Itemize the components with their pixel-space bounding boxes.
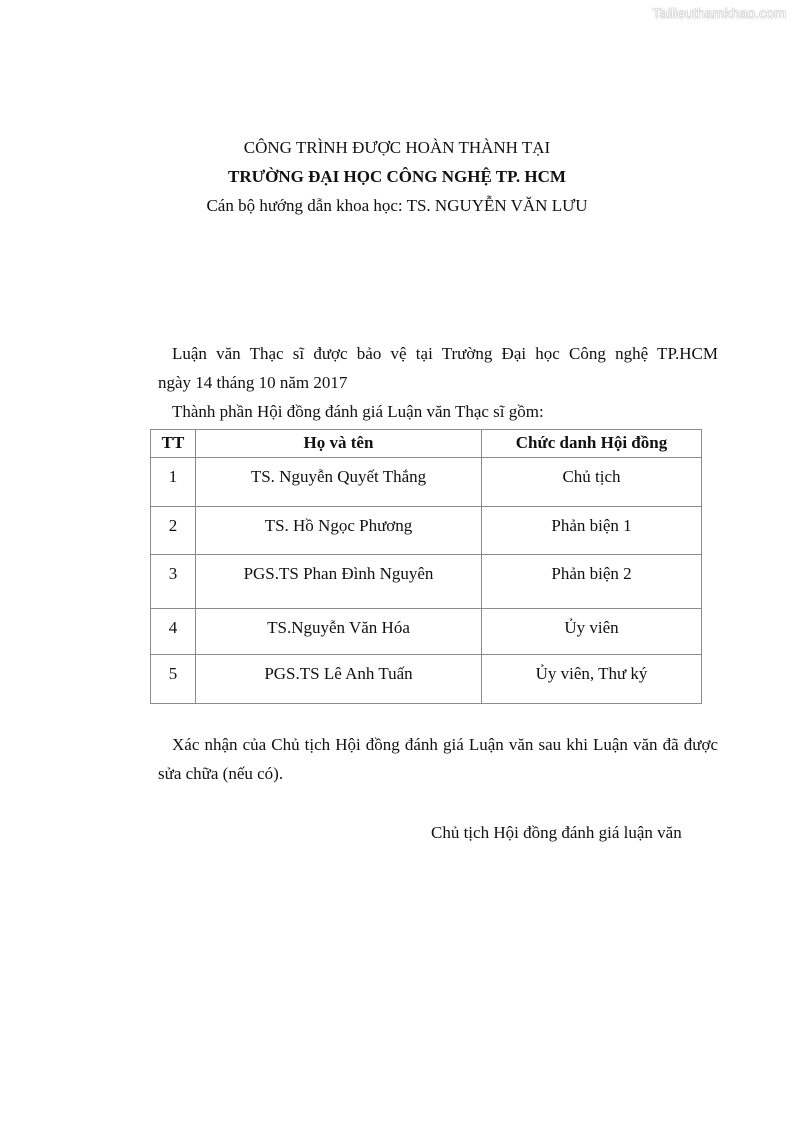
cell-tt: 3 (151, 555, 196, 609)
cell-name: TS. Hồ Ngọc Phương (196, 507, 482, 555)
council-intro-paragraph (158, 397, 718, 426)
defense-line-1: Luận văn Thạc sĩ được bảo vệ tại Trường Đại học Công nghệ TP.HCM (172, 344, 718, 363)
table-row (151, 458, 702, 507)
university-name: TRƯỜNG ĐẠI HỌC CÔNG NGHỆ TP. HCM (228, 167, 566, 186)
cell-role: Phản biện 2 (482, 555, 702, 609)
cell-role: Chủ tịch (482, 458, 702, 507)
supervisor-line: Cán bộ hướng dẫn khoa học: TS. NGUYỄN VĂN LƯU (206, 196, 588, 215)
table-row (151, 507, 702, 555)
document-header (0, 133, 794, 220)
defense-date: ngày 14 tháng 10 năm 2017 (158, 373, 348, 392)
cell-role: Ủy viên, Thư ký (482, 655, 702, 704)
signature-title: Chủ tịch Hội đồng đánh giá luận văn (431, 823, 682, 842)
council-intro: Thành phần Hội đồng đánh giá Luận văn Thạc sĩ gồm: (172, 402, 544, 421)
table-header-row (151, 430, 702, 458)
cell-name: PGS.TS Lê Anh Tuấn (196, 655, 482, 704)
cell-name: TS. Nguyễn Quyết Thắng (196, 458, 482, 507)
column-header-role: Chức danh Hội đồng (482, 430, 702, 458)
cell-tt: 2 (151, 507, 196, 555)
cell-tt: 1 (151, 458, 196, 507)
confirmation-line-1: Xác nhận của Chủ tịch Hội đồng đánh giá Luận văn sau khi Luận văn đã được (172, 735, 718, 754)
column-header-name: Họ và tên (196, 430, 482, 458)
confirmation-line-2: sửa chữa (nếu có). (158, 764, 284, 783)
defense-paragraph (158, 339, 718, 397)
cell-name: TS.Nguyễn Văn Hóa (196, 609, 482, 655)
column-header-tt: TT (151, 430, 196, 458)
watermark: Tailieuthamkhao.com (652, 5, 786, 21)
cell-role: Phản biện 1 (482, 507, 702, 555)
completion-statement: CÔNG TRÌNH ĐƯỢC HOÀN THÀNH TẠI (243, 138, 551, 157)
cell-role: Ủy viên (482, 609, 702, 655)
table-row (151, 609, 702, 655)
confirmation-paragraph (158, 730, 718, 788)
table-row (151, 555, 702, 609)
cell-name: PGS.TS Phan Đình Nguyên (196, 555, 482, 609)
council-table (150, 429, 702, 704)
cell-tt: 5 (151, 655, 196, 704)
table-row (151, 655, 702, 704)
cell-tt: 4 (151, 609, 196, 655)
